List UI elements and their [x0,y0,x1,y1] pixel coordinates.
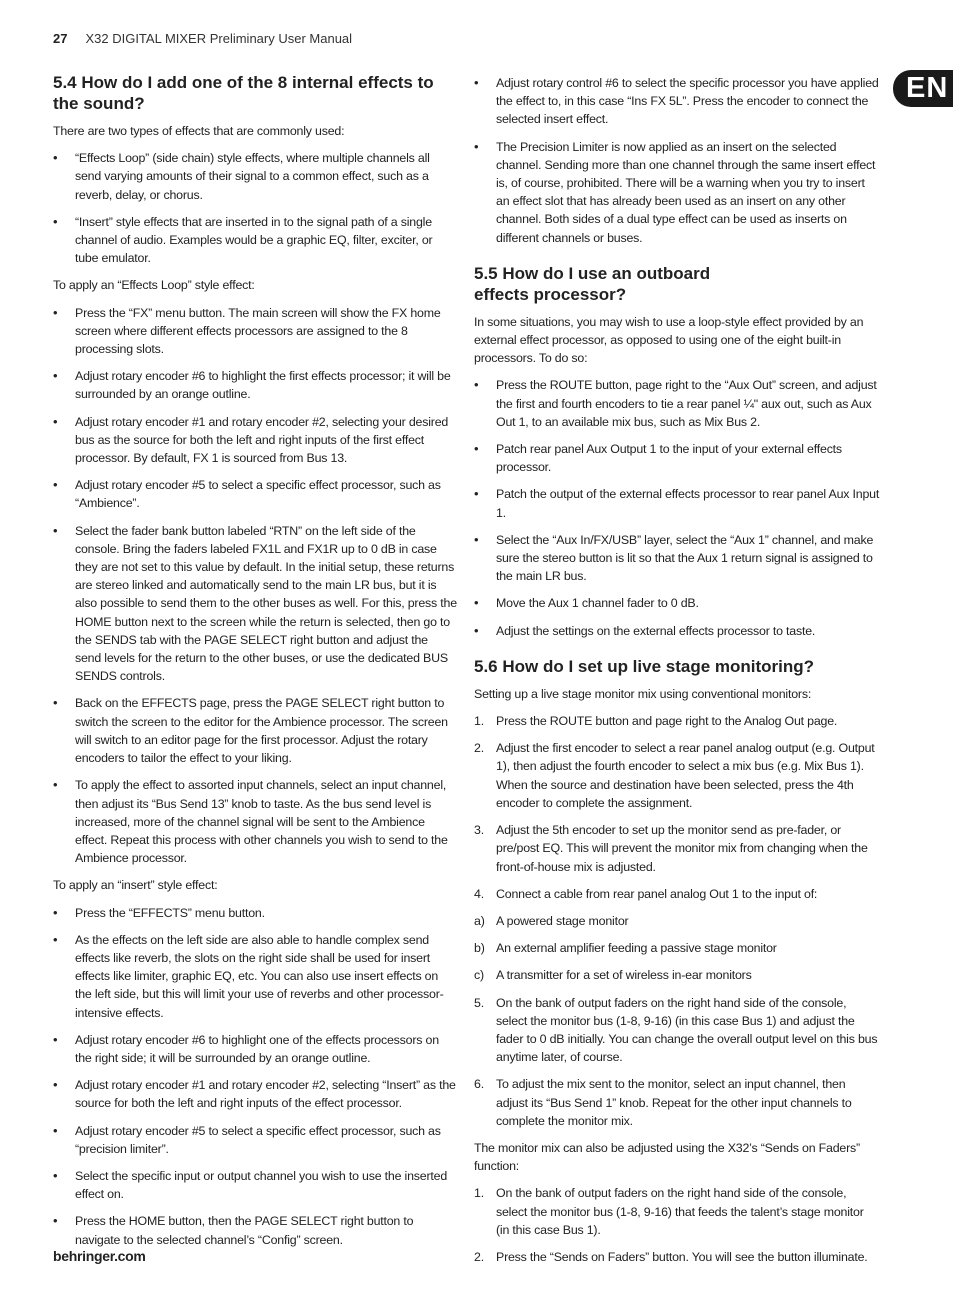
list-item: 2. Press the “Sends on Faders” button. You will see the button illuminate. [474,1249,868,1264]
bullet-list [53,904,457,1249]
list-item: • Back on the EFFECTS page, press the PAGE SELECT right button to switch the screen to the editor for the Ambience processor. The screen will switch to an editor page for the first processor. Adjust the rotary encoders to tailor the effect to your liking. [53,695,448,766]
paragraph: There are two types of effects that are commonly used: [53,124,345,138]
list-item: • Press the “EFFECTS” menu button. [53,904,265,920]
section-5-5 [474,263,880,640]
list-item: • Patch rear panel Aux Output 1 to the input of your external effects processor. [474,441,842,475]
list-item: • Adjust rotary encoder #6 to highlight the first effects processor; it will be surrounded by an orange outline. [53,368,451,402]
paragraph: Setting up a live stage monitor mix using conventional monitors: [474,686,812,701]
list-item: • Select the “Aux In/FX/USB” layer, select the “Aux 1” channel, and make sure the stereo button is lit so that the Aux 1 return signal is assigned to the main LR bus. [474,531,874,584]
list-item: 6. To adjust the mix sent to the monitor, select an input channel, then adjust its “Bus Send 1” knob. Repeat for the other input channels to complete the monitor mix. [474,1077,852,1128]
bullet-list [474,74,880,247]
left-column [53,72,457,1258]
list-item: • “Effects Loop” (side chain) style effects, where multiple channels all send varying amounts of their signal to a common effect, such as a reverb, delay, or chorus. [53,150,430,202]
bullet-list [53,304,457,868]
list-item: • Adjust the settings on the external effects processor to taste. [474,622,816,638]
list-item: • Adjust rotary encoder #6 to highlight one of the effects processors on the right side; it will be surrounded by an orange outline. [53,1031,439,1065]
numbered-list [474,1184,880,1266]
section-5-4 [53,72,457,1249]
list-item: 2. Adjust the first encoder to select a rear panel analog output (e.g. Output 1), then adjust the fourth encoder to select a mix bus (e.g. Mix Bus 1). When the source and destination have been selected, press the 4th encoder to complete the assignment. [474,741,875,810]
list-item: 1. On the bank of output faders on the right hand side of the console, select the monitor bus (1-8, 9-16) that feeds the talent’s stage monitor (in this case Bus 1). [474,1186,864,1237]
list-item: c) A transmitter for a set of wireless in-ear monitors [474,968,752,983]
list-item: a) A powered stage monitor [474,913,629,928]
list-item: 3. Adjust the 5th encoder to set up the monitor send as pre-fader, or pre/post EQ. This will prevent the monitor mix from changing when the front-of-house mix is adjusted. [474,823,868,874]
footer-brand: behringer.com [53,1248,146,1264]
page-number: 27 [53,31,68,46]
list-item: 1. Press the ROUTE button and page right to the Analog Out page. [474,714,838,729]
list-item: • Select the fader bank button labeled “RTN” on the left side of the console. Bring the faders labeled FX1L and FX1R up to 0 dB in case they are not set to this value by default. In the initial setup, these returns are stereo linked and automatically send to the main LR bus, but it is also possible to send them to the other buses as well. For this, press the HOME button next to the screen while the return is selected, then go to the SENDS tab with the PAGE SELECT right button and adjust the send levels for the return to the other buses, or use the dedicated BUS SENDS controls. [53,522,457,684]
list-item: • Press the “FX” menu button. The main screen will show the FX home screen where different effects processors are assigned to the 8 processing slots. [53,304,441,357]
list-item: • Press the HOME button, then the PAGE SELECT right button to navigate to the selected channel’s “Config” screen. [53,1213,414,1247]
list-item: • Adjust rotary encoder #5 to select a specific effect processor, such as “precision limiter”. [53,1122,441,1156]
page-header [53,31,352,46]
list-item: • Press the ROUTE button, page right to the “Aux Out” screen, and adjust the first and fourth encoders to tie a rear panel ¼" aux out, such as Aux Out 1, to an available mix bus, such as Mix Bus 2. [474,377,877,429]
paragraph: The monitor mix can also be adjusted using the X32’s “Sends on Faders” function: [474,1140,860,1174]
paragraph: To apply an “Effects Loop” style effect: [53,278,255,293]
list-item: • The Precision Limiter is now applied as an insert on the selected channel. Sending more than one channel through the same insert effect is, of course, prohibited. There will be a warning when you try to insert an effect slot that has already been used as an insert on any other channel. Both sides of a dual type effect can be used as inserts on different channels or buses. [474,138,876,245]
list-item: • Adjust rotary encoder #5 to select a specific effect processor, such as “Ambience”. [53,477,441,511]
list-item: • Adjust rotary encoder #1 and rotary encoder #2, selecting your desired bus as the source for both the left and right inputs of the first effect processor. By default, FX 1 is sourced from Bus 13. [53,413,449,466]
section-heading: 5.6 How do I set up live stage monitoring? [474,656,815,676]
section-5-6 [474,656,880,1266]
paragraph: To apply an “insert” style effect: [53,878,218,893]
language-tab: EN [893,70,953,107]
section-heading: 5.4 How do I add one of the 8 internal effects to the sound? [53,73,434,113]
list-item: • As the effects on the left side are also able to handle complex send effects like reverb, the slots on the right side shall be used for insert effects like limiter, graphic EQ, etc. You can also use insert effects on the left side, but this will limit your use of reverbs and other processor-intensive effects. [53,931,444,1020]
list-item: • Select the specific input or output channel you wish to use the inserted effect on. [53,1167,448,1202]
right-column [474,74,880,1275]
list-item: • Move the Aux 1 channel fader to 0 dB. [474,595,699,611]
section-heading: 5.5 How do I use an outboard effects processor? [474,263,711,304]
numbered-list [474,712,880,1130]
bullet-list [53,149,457,267]
paragraph: In some situations, you may wish to use a loop-style effect provided by an external effect processor, as opposed to using one of the eight built-in processors. To do so: [474,314,864,366]
list-item: • Adjust rotary control #6 to select the specific processor you have applied the effect to, in this case “Ins FX 5L”. Press the encoder to connect the selected insert effect. [474,75,879,127]
list-item: b) An external amplifier feeding a passive stage monitor [474,941,777,956]
list-item: • To apply the effect to assorted input channels, select an input channel, then adjust its “Bus Send 13” knob to taste. As the bus send level is increased, more of the channel signal will be sent to the Ambience effect. Repeat this process with other channels you wish to send to the Ambience processor. [53,777,448,866]
list-item: • “Insert” style effects that are inserted in to the signal path of a single channel of audio. Examples would be a graphic EQ, filter, exciter, or tube emulator. [53,213,433,266]
bullet-list [474,376,880,639]
list-item: 5. On the bank of output faders on the right hand side of the console, select the monitor bus (1-8, 9-16) (in this case Bus 1) and adjust the fader to 0 dB initially. You can change the overall output level on this bus anytime later, of course. [474,995,878,1065]
list-item: 4. Connect a cable from rear panel analog Out 1 to the input of: [474,886,818,901]
manual-title: X32 DIGITAL MIXER Preliminary User Manual [85,31,353,46]
list-item: • Patch the output of the external effects processor to rear panel Aux Input 1. [474,486,880,520]
list-item: • Adjust rotary encoder #1 and rotary encoder #2, selecting “Insert” as the source for both the left and right inputs of the effect processor. [53,1077,456,1111]
